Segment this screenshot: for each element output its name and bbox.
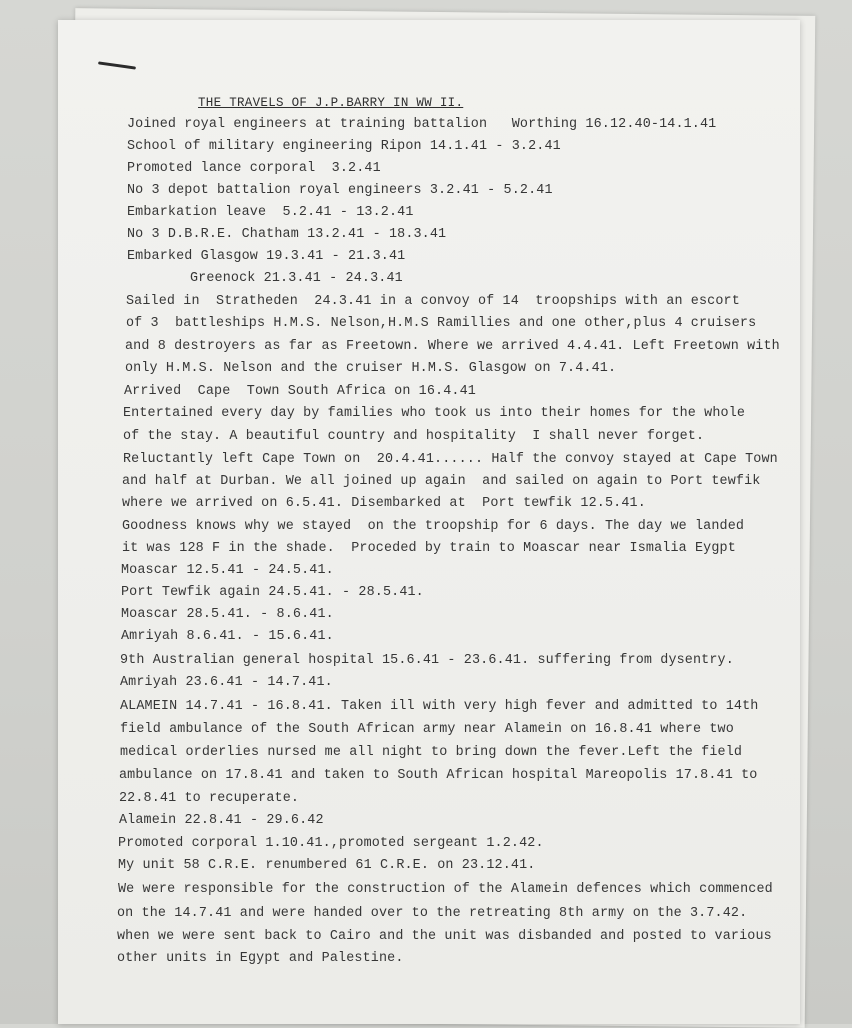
line-5: Embarkation leave 5.2.41 - 13.2.41 xyxy=(127,205,414,220)
line-33: Promoted corporal 1.10.41.,promoted sergeant 1.2.42. xyxy=(118,836,544,851)
line-18: where we arrived on 6.5.41. Disembarked at Port tewfik 12.5.41. xyxy=(122,496,646,511)
line-16: Reluctantly left Cape Town on 20.4.41...... Half the convoy stayed at Cape Town xyxy=(123,452,778,467)
line-24: Amriyah 8.6.41. - 15.6.41. xyxy=(121,629,334,644)
line-7: Embarked Glasgow 19.3.41 - 21.3.41 xyxy=(127,249,406,264)
line-15: of the stay. A beautiful country and hospitality I shall never forget. xyxy=(123,429,705,444)
line-29: medical orderlies nursed me all night to bring down the fever.Left the field xyxy=(120,745,743,760)
line-11: and 8 destroyers as far as Freetown. Where we arrived 4.4.41. Left Freetown with xyxy=(125,339,780,354)
line-37: when we were sent back to Cairo and the unit was disbanded and posted to various xyxy=(117,929,772,944)
line-17: and half at Durban. We all joined up again and sailed on again to Port tewfik xyxy=(122,474,761,489)
line-1: Joined royal engineers at training battalion Worthing 16.12.40-14.1.41 xyxy=(127,117,717,132)
page-title: THE TRAVELS OF J.P.BARRY IN WW II. xyxy=(198,96,464,110)
line-22: Port Tewfik again 24.5.41. - 28.5.41. xyxy=(121,585,424,600)
line-4: No 3 depot battalion royal engineers 3.2.41 - 5.2.41 xyxy=(127,183,553,198)
line-23: Moascar 28.5.41. - 8.6.41. xyxy=(121,607,334,622)
line-8: Greenock 21.3.41 - 24.3.41 xyxy=(190,271,403,286)
line-2: School of military engineering Ripon 14.1.41 - 3.2.41 xyxy=(127,139,561,154)
line-34: My unit 58 C.R.E. renumbered 61 C.R.E. on 23.12.41. xyxy=(118,858,536,873)
line-30: ambulance on 17.8.41 and taken to South African hospital Mareopolis 17.8.41 to xyxy=(119,768,758,783)
line-12: only H.M.S. Nelson and the cruiser H.M.S. Glasgow on 7.4.41. xyxy=(125,361,617,376)
line-14: Entertained every day by families who took us into their homes for the whole xyxy=(123,406,746,421)
line-19: Goodness knows why we stayed on the troopship for 6 days. The day we landed xyxy=(122,519,745,534)
line-36: on the 14.7.41 and were handed over to the retreating 8th army on the 3.7.42. xyxy=(117,906,748,921)
line-27: ALAMEIN 14.7.41 - 16.8.41. Taken ill with very high fever and admitted to 14th xyxy=(120,699,759,714)
line-38: other units in Egypt and Palestine. xyxy=(117,951,404,966)
line-31: 22.8.41 to recuperate. xyxy=(119,791,300,806)
line-13: Arrived Cape Town South Africa on 16.4.41 xyxy=(124,384,476,399)
line-35: We were responsible for the construction of the Alamein defences which commenced xyxy=(118,882,773,897)
line-25: 9th Australian general hospital 15.6.41 - 23.6.41. suffering from dysentry. xyxy=(120,653,734,668)
line-21: Moascar 12.5.41 - 24.5.41. xyxy=(121,563,334,578)
line-9: Sailed in Stratheden 24.3.41 in a convoy of 14 troopships with an escort xyxy=(126,294,740,309)
line-10: of 3 battleships H.M.S. Nelson,H.M.S Ramillies and one other,plus 4 cruisers xyxy=(126,316,757,331)
line-28: field ambulance of the South African army near Alamein on 16.8.41 where two xyxy=(120,722,734,737)
line-26: Amriyah 23.6.41 - 14.7.41. xyxy=(120,675,333,690)
line-3: Promoted lance corporal 3.2.41 xyxy=(127,161,381,176)
line-32: Alamein 22.8.41 - 29.6.42 xyxy=(119,813,324,828)
line-6: No 3 D.B.R.E. Chatham 13.2.41 - 18.3.41 xyxy=(127,227,447,242)
line-20: it was 128 F in the shade. Proceded by train to Moascar near Ismalia Eygpt xyxy=(122,541,736,556)
